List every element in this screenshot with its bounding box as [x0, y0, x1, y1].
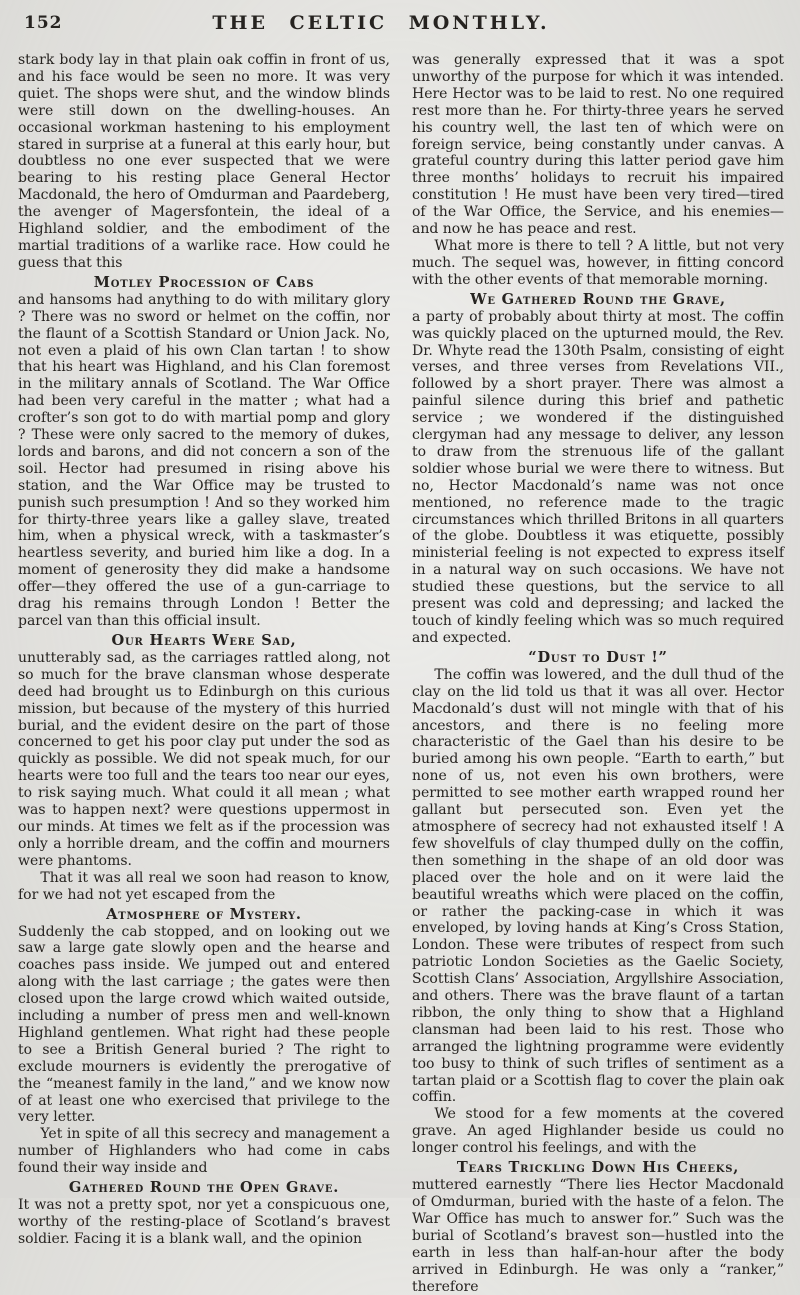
right-column	[412, 52, 784, 1295]
paragraph: Suddenly the cab stopped, and on looking out we saw a large gate slowly open and the hearse and coaches pass inside. We jumped out and entered along with the last carriage ; the gates were then closed upon the large crowd which waited outside, including a number of press men and well-known Highland gentlemen. What right had these people to see a British General buried ? The right to exclude mourners is evidently the prerogative of the “meanest family in the land,” and we know now of at least one who exercised that privilege to the very letter.	[18, 923, 390, 1126]
paragraph: unutterably sad, as the carriages rattled along, not so much for the brave clansman whose desperate deed had brought us to Edinburgh on this curious mission, but because of the mystery of this hurried burial, and the evident desire on the part of those concerned to get his poor clay put under the sod as quickly as possible. We did not speak much, for our hearts were too full and the tears too near our eyes, to risk saying much. What could it all mean ; what was to happen next? were questions uppermost in our minds. At times we felt as if the procession was only a horrible dream, and the coffin and mourners were phantoms.	[18, 649, 390, 869]
paragraph: That it was all real we soon had reason to know, for we had not yet escaped from the	[18, 869, 390, 903]
section-heading: Atmosphere of Mystery.	[106, 905, 302, 923]
paragraph: stark body lay in that plain oak coffin in front of us, and his face would be seen no more. It was very quiet. The shops were shut, and the window blinds were still down on the dwelling-houses. An occasional workman hastening to his employment stared in surprise at a funeral at this early hour, but doubtless no one ever suspected that we were bearing to his resting place General Hector Macdonald, the hero of Omdurman and Paardeberg, the avenger of Magersfontein, the ideal of a Highland soldier, and the embodiment of the martial traditions of a warlike race. How could he guess that this	[18, 52, 390, 271]
paragraph: It was not a pretty spot, nor yet a conspicuous one, worthy of the resting-place of Scotland’s bravest soldier. Facing it is a blank wall, and the opinion	[18, 1197, 390, 1247]
section-heading: We Gathered Round the Grave,	[470, 290, 726, 308]
paragraph: Yet in spite of all this secrecy and management a number of Highlanders who had come in cabs found their way inside and	[18, 1126, 390, 1177]
paragraph: The coffin was lowered, and the dull thud of the clay on the lid told us that it was all over. Hector Macdonald’s dust will not mingle with that of his ancestors, and there is no feeling more characteristic of the Gael than his desire to be buried among his own people. “Earth to earth,” but none of us, not even his own brothers, were permitted to see mother earth wrapped round her gallant but persecuted son. Even yet the atmosphere of secrecy had not exhausted itself ! A few shovelfuls of clay thumped dully on the coffin, then something in the shape of an old door was placed over the hole and on it were laid the beautiful wreaths which were placed on the coffin, or rather the packing-case in which it was enveloped, by loving hands at King’s Cross Station, London. These were tributes of respect from such patriotic London Societies as the Gaelic Society, Scottish Clans’ Association, Argyllshire Association, and others. There was the brave flaunt of a tartan ribbon, the only thing to show that a Highland clansman had been laid to his rest. Those who arranged the lightning programme were evidently too busy to think of such trifles of sentiment as a tartan plaid or a Scottish flag to cover the plain oak coffin.	[412, 666, 784, 1106]
paragraph: a party of probably about thirty at most. The coffin was quickly placed on the upturned mould, the Rev. Dr. Whyte read the 130th Psalm, consisting of eight verses, and three verses from Revelations VII., followed by a short prayer. There was almost a painful silence during this brief and pathetic service ; we wondered if the distinguished clergyman had any message to deliver, any lesson to draw from the strenuous life of the gallant soldier whose burial we were there to witness. But no, Hector Macdonald’s name was not once mentioned, no reference made to the tragic circumstances which thrilled Britons in all quarters of the globe. Doubtless it was etiquette, possibly ministerial feeling is not expected to express itself in a natural way on such occasions. We have not studied these questions, but the service to all present was cold and depressing; and lacked the touch of kindly feeling which was so much required and expected.	[412, 308, 784, 646]
section-heading: Tears Trickling Down His Cheeks,	[456, 1159, 740, 1177]
journal-title: THE CELTIC MONTHLY.	[212, 12, 550, 34]
paragraph: and hansoms had anything to do with military glory ? There was no sword or helmet on the coffin, nor the flaunt of a Scottish Standard or Union Jack. No, not even a plaid of his own Clan tartan ! to show that his heart was Highland, and his Clan foremost in the military annals of Scotland. The War Office had been very careful in the matter ; what had a crofter’s son got to do with martial pomp and glory ? These were only sacred to the memory of dukes, lords and barons, and did not concern a son of the soil. Hector had presumed in rising above his station, and the War Office may be trusted to punish such presumption ! And so they worked him for thirty-three years like a galley slave, treated him, when a physical wreck, with a taskmaster’s heartless severity, and buried him like a dog. In a moment of generosity they did make a handsome offer—they offered the use of a gun-carriage to drag his remains through London ! Better the parcel van than this official insult.	[18, 291, 390, 629]
section-heading: Gathered Round the Open Grave.	[68, 1179, 340, 1197]
section-heading: Our Hearts Were Sad,	[111, 631, 297, 649]
left-column	[18, 52, 390, 1295]
paragraph: We stood for a few moments at the covered grave. An aged Highlander beside us could no longer control his feelings, and with the	[412, 1106, 784, 1157]
paragraph: was generally expressed that it was a spot unworthy of the purpose for which it was intended. Here Hector was to be laid to rest. No one required rest more than he. For thirty-three years he served his country well, the last ten of which were on foreign service, being constantly under canvas. A grateful country during this latter period gave him three months’ holidays to recruit his impaired constitution ! He must have been very tired—tired of the War Office, the Service, and his enemies—and now he has peace and rest.	[412, 52, 784, 238]
page-header	[18, 10, 784, 44]
section-heading: “Dust to Dust !”	[528, 648, 668, 666]
page-number: 152	[24, 13, 63, 33]
text-columns	[18, 52, 784, 1295]
section-heading: Motley Procession of Cabs	[93, 273, 315, 291]
paragraph: muttered earnestly “There lies Hector Macdonald of Omdurman, buried with the haste of a felon. The War Office has much to answer for.” Such was the burial of Scotland’s bravest son—hustled into the earth in less than half-an-hour after the body arrived in Edinburgh. He was only a “ranker,” therefore	[412, 1177, 784, 1295]
paragraph: What more is there to tell ? A little, but not very much. The sequel was, however, in fitting concord with the other events of that memorable morning.	[412, 237, 784, 288]
